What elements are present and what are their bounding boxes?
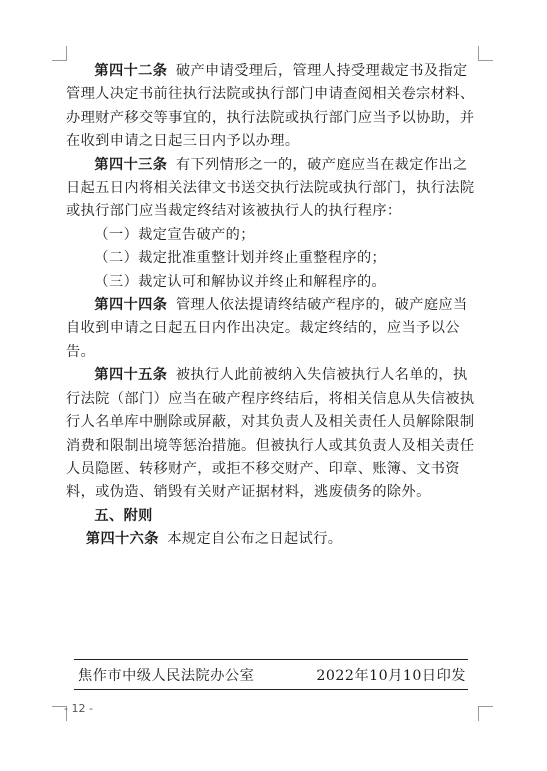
footer-issuer: 焦作市中级人民法院办公室 [78, 668, 255, 684]
article-45-text: 被执行人此前被纳入失信被执行人名单的，执行法院（部门）应当在破产程序终结后，将相关信息从失信被执行人名单库中删除或屏蔽，对其负责人及相关责任人员解除限制消费和限制出境等惩治措施。但被执行人或其负责人及相关责任人员隐匿、转移财产，或拒不移交财产、印章、账簿、文书资料，或伪造、销毁有关财产证据材料，逃废债务的除外。 [66, 367, 475, 501]
article-45-title: 第四十五条 [94, 367, 168, 384]
article-43-item-1: （一）裁定宣告破产的； [94, 226, 255, 243]
article-42-text: 破产申请受理后，管理人持受理裁定书及指定管理人决定书前往执行法院或执行部门申请查阅相关卷宗材料、办理财产移交等事宜的，执行法院或执行部门应当予以协助，并在收到申请之日起三日内予以办理。 [66, 63, 475, 150]
article-44-title: 第四十四条 [94, 297, 168, 314]
article-42-title: 第四十二条 [94, 63, 168, 79]
article-43-title: 第四十三条 [94, 156, 168, 173]
footer-bottom-rule [74, 689, 468, 690]
crop-mark-bottom-right [478, 706, 493, 721]
section-5-heading: 五、附则 [94, 507, 153, 524]
crop-mark-top-right [478, 46, 493, 61]
article-43-item-3: （三）裁定认可和解协议并终止和解程序的。 [94, 273, 387, 290]
page-number: - 12 - [64, 702, 93, 715]
article-44-text: 管理人依法提请终结破产程序的，破产庭应当自收到申请之日起五日内作出决定。裁定终结的，应当予以公告。 [66, 297, 468, 360]
article-45 [66, 364, 476, 504]
footer-imprint [78, 663, 466, 687]
article-46-text: 本规定自公布之日起试行。 [167, 531, 343, 548]
footer-date: 2022年10月10日印发 [316, 668, 466, 684]
article-43 [66, 154, 476, 224]
crop-mark-top-left [52, 46, 67, 61]
article-42 [66, 60, 476, 154]
document-body [66, 60, 476, 552]
article-43-text: 有下列情形之一的，破产庭应当在裁定作出之日起五日内将相关法律文书送交执行法院或执行部门，执行法院或执行部门应当裁定终结对该被执行人的执行程序： [66, 156, 475, 220]
footer-top-rule [74, 659, 468, 660]
article-46 [66, 528, 476, 551]
article-43-item-2: （二）裁定批准重整计划并终止重整程序的； [94, 250, 387, 267]
article-46-title: 第四十六条 [85, 531, 159, 548]
article-44 [66, 294, 476, 364]
